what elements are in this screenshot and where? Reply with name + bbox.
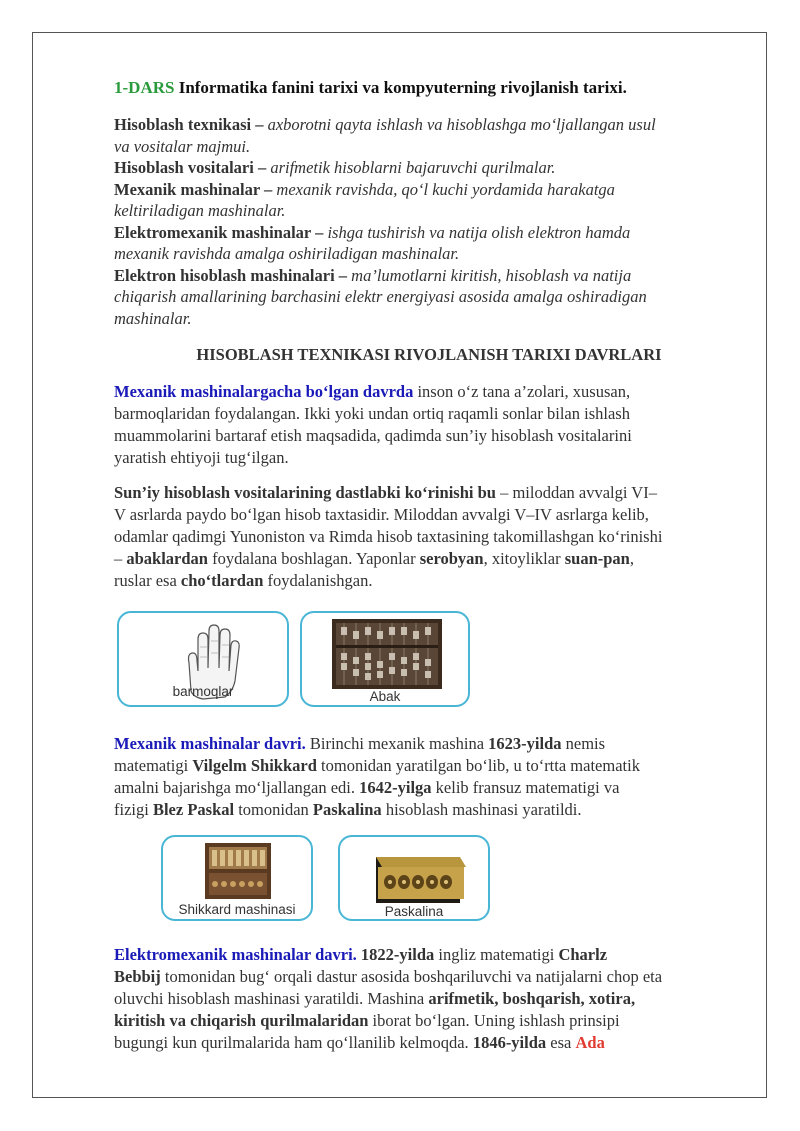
paragraph-text: inson o‘z tana a’zolari, xususan, [417, 382, 631, 401]
paragraph-text: ingliz matematigi [438, 945, 555, 964]
year-1623: 1623-yilda [488, 734, 562, 753]
year-1642: 1642-yilga [359, 778, 432, 797]
paragraph-lead: Mexanik mashinalar davri. [114, 734, 306, 753]
image-caption: Paskalina [384, 904, 444, 919]
paragraph-text: yaratish ehtiyoji tug‘ilgan. [114, 448, 289, 467]
paragraph-text: esa [550, 1033, 572, 1052]
definition-term: Elektron hisoblash mashinalari – [114, 265, 348, 285]
paragraph-text: , [629, 549, 634, 568]
definition-text: ishga tushirish va natija olish elektron hamda [327, 222, 631, 242]
paragraph-artificial-tools [114, 482, 744, 592]
paragraph-pre-mechanical [114, 381, 744, 469]
paragraph-text: iborat bo‘lgan. Uning ishlash prinsipi [372, 1011, 620, 1030]
paragraph-text: tomonidan yaratilgan bo‘lib, u to‘rtta matematik [321, 756, 640, 775]
name-ada: Ada [575, 1033, 605, 1052]
paragraph-lead: Elektromexanik mashinalar davri. [114, 945, 357, 964]
term-suan-pan: suan-pan [564, 549, 630, 568]
definition-item [114, 265, 744, 330]
definition-term: Mexanik mashinalar – [114, 179, 273, 199]
image-card-fingers [117, 611, 289, 707]
definition-item [114, 222, 744, 265]
paragraph-text: tomonidan [238, 800, 309, 819]
definition-item [114, 114, 744, 157]
paragraph-text: foydalana boshlagan. Yaponlar [212, 549, 416, 568]
year-1846: 1846-yilda [472, 1033, 547, 1052]
paragraph-text: Birinchi mexanik mashina [309, 734, 485, 753]
paragraph-text: ruslar esa [114, 571, 177, 590]
image-caption: Abak [369, 689, 401, 704]
paragraph-text: muammolarini bartaraf etish maqsadida, qadimda sun’iy hisoblash vositalarini [114, 426, 632, 445]
definition-text: axborotni qayta ishlash va hisoblashga mo‘ljallangan usul [267, 115, 656, 134]
name-shikkard: Vilgelm Shikkard [192, 756, 317, 775]
section-heading: HISOBLASH TEXNIKASI RIVOJLANISH TARIXI DAVRLARI [196, 345, 662, 364]
image-caption: barmoqlar [172, 684, 234, 699]
definition-term: Elektromexanik mashinalar – [114, 222, 324, 242]
paragraph-text: tomonidan bug‘ orqali dastur asosida boshqariluvchi va natijalarni chop eta [164, 967, 663, 986]
image-card-paskalina [338, 835, 490, 921]
paragraph-text: V asrlarda paydo bo‘lgan hisob taxtasidir. Miloddan avvalgi V–IV asrlarga kelib, [114, 505, 649, 524]
paragraph-text: bugungi kun qurilmalarida ham qo‘llanilib kelmoqda. [114, 1033, 469, 1052]
lesson-title-text: Informatika fanini tarixi va kompyuterning rivojlanish tarixi. [178, 78, 627, 97]
term-components: arifmetik, boshqarish, xotira, [428, 989, 636, 1008]
image-card-shikkard [161, 835, 313, 921]
definition-text: mashinalar. [114, 308, 192, 328]
name-paskal: Blez Paskal [152, 800, 235, 819]
definition-text: mexanik ravishda amalga oshiriladigan mashinalar. [114, 244, 460, 263]
definition-item [114, 157, 744, 179]
paragraph-mechanical-era [114, 733, 744, 821]
year-1822: 1822-yilda [360, 945, 435, 964]
term-chotlar: cho‘tlardan [180, 571, 264, 590]
paragraph-lead: Sun’iy hisoblash vositalarining dastlabki ko‘rinishi bu [114, 483, 496, 502]
definition-text: arifmetik hisoblarni bajaruvchi qurilmalar. [270, 158, 556, 177]
definition-item [114, 179, 744, 222]
paragraph-text: – [114, 549, 123, 568]
definition-text: va vositalar majmui. [114, 136, 251, 156]
paragraph-text: – miloddan avvalgi VI– [500, 483, 657, 502]
paragraph-text: fizigi [114, 800, 149, 819]
term-serobyan: serobyan [419, 549, 484, 568]
paragraph-text: kelib fransuz matematigi va [435, 778, 620, 797]
paragraph-lead: Mexanik mashinalargacha bo‘lgan davrda [114, 382, 414, 401]
term-abak: abaklardan [126, 549, 208, 568]
paragraph-text: , xitoyliklar [483, 549, 561, 568]
image-caption: Shikkard mashinasi [178, 902, 296, 917]
paragraph-text: oluvchi hisoblash mashinasi yaratildi. Mashina [114, 989, 425, 1008]
definition-text: keltiriladigan mashinalar. [114, 201, 286, 220]
name-charlz: Charlz [558, 945, 608, 964]
paragraph-text: matematigi [114, 756, 189, 775]
term-components: kiritish va chiqarish qurilmalaridan [114, 1011, 369, 1030]
paragraph-electromechanical-era [114, 944, 744, 1054]
paragraph-text: hisoblash mashinasi yaratildi. [385, 800, 582, 819]
definition-term: Hisoblash texnikasi – [114, 115, 264, 134]
paragraph-text: barmoqlaridan foydalangan. Ikki yoki undan ortiq raqamli sonlar bilan ishlash [114, 404, 630, 423]
definition-text: mexanik ravishda, qo‘l kuchi yordamida harakatga [276, 179, 615, 199]
paragraph-text: odamlar qadimgi Yunoniston va Rimda hisob taxtasining takomillashgan ko‘rinishi [114, 527, 663, 546]
paragraph-text: foydalanishgan. [267, 571, 373, 590]
definition-term: Hisoblash vositalari – [114, 158, 267, 177]
paragraph-text: amalni bajarishga mo‘ljallangan edi. [114, 778, 355, 797]
term-paskalina: Paskalina [312, 800, 382, 819]
paragraph-text: nemis [565, 734, 606, 753]
lesson-title [114, 77, 744, 99]
lesson-number: 1-DARS [114, 78, 175, 97]
image-card-abacus [300, 611, 470, 707]
definition-text: ma’lumotlarni kiritish, hisoblash va natija [351, 265, 632, 285]
definitions-block [114, 114, 744, 329]
definition-text: chiqarish amallarining barchasini elektr energiyasi asosida amalga oshiradigan [114, 287, 647, 306]
name-bebbij: Bebbij [114, 967, 161, 986]
